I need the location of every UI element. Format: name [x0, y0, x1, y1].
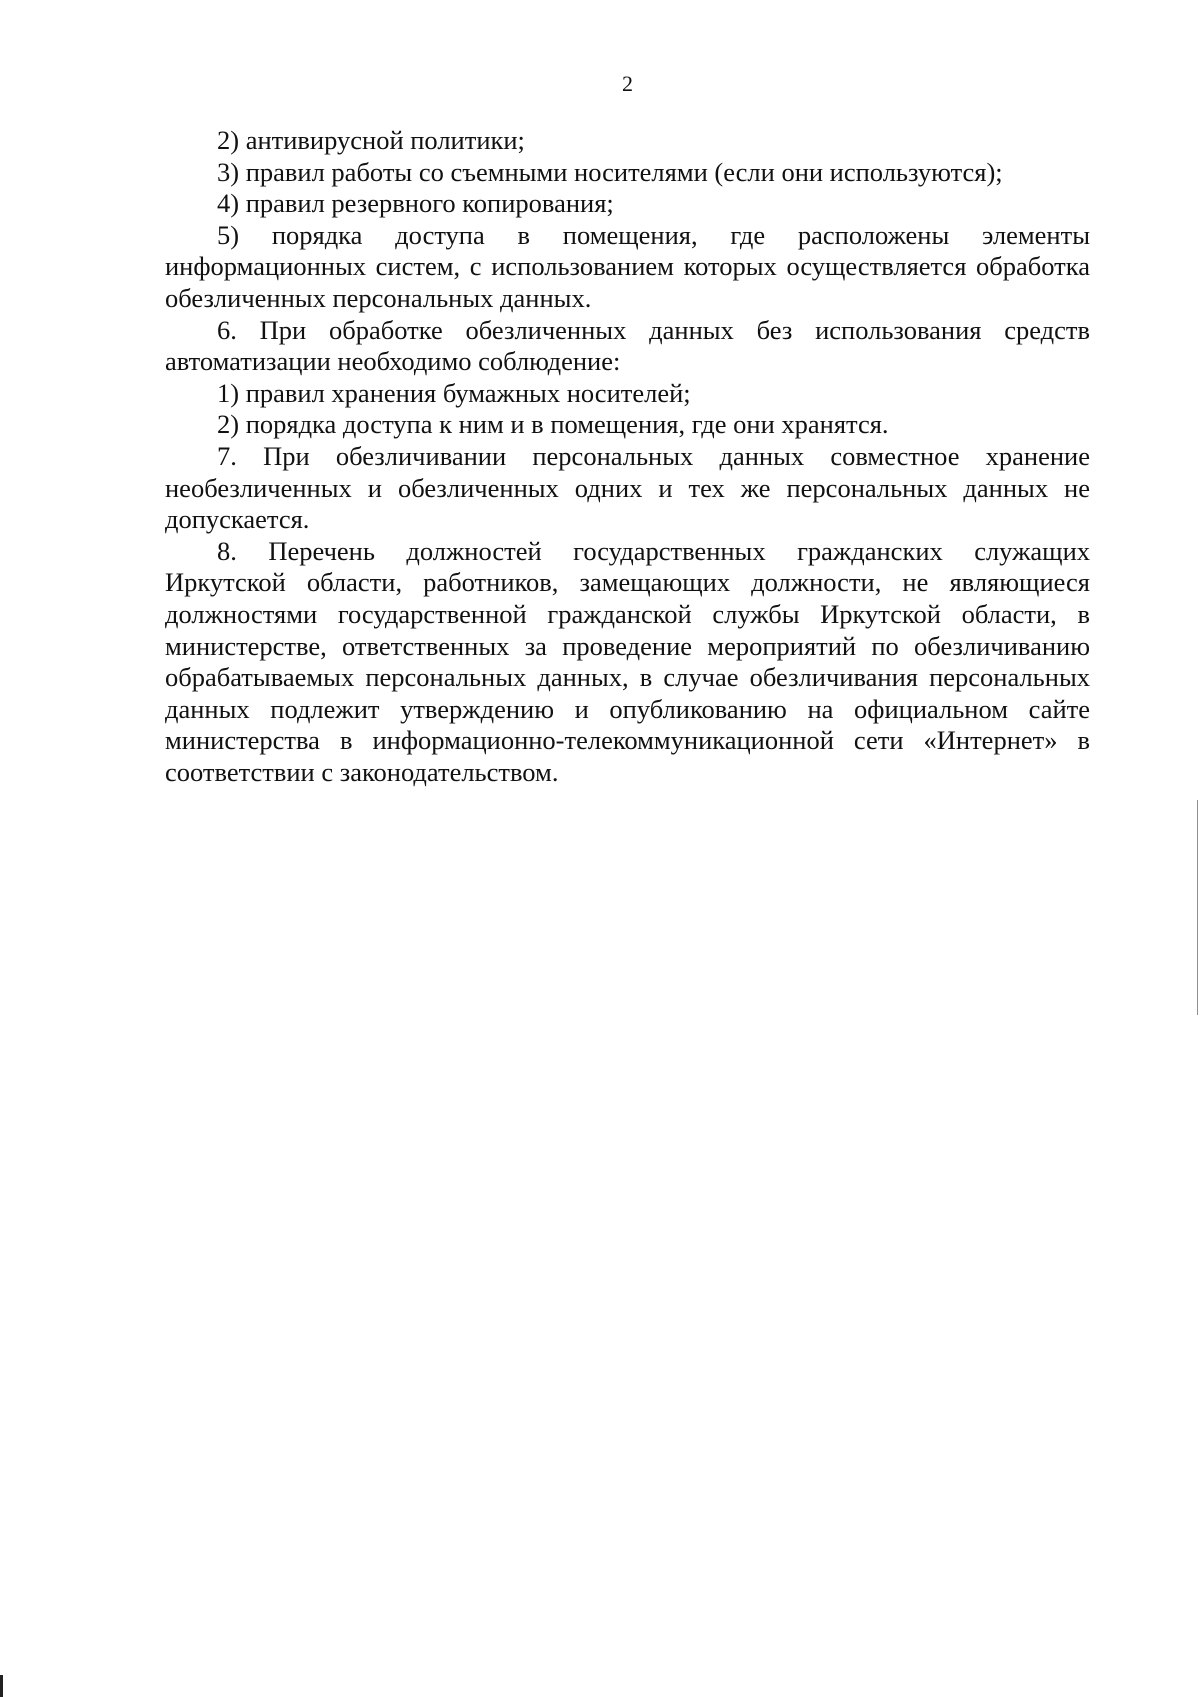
page-number: 2: [622, 71, 633, 96]
document-body: [165, 125, 1090, 788]
scan-edge-mark: [1197, 800, 1198, 1015]
list-item: 2) порядка доступа к ним и в помещения, где они хранятся.: [217, 409, 889, 440]
list-item: 3) правил работы со съемными носителями (если они используются);: [217, 156, 1003, 187]
scan-edge-mark: [0, 1675, 3, 1697]
list-item: 4) правил резервного копирования;: [217, 188, 614, 219]
list-item: 5) порядка доступа в помещения, где расположены элементы информационных систем, с использованием которых осуществляется обработка обезличенных персональных данных.: [165, 219, 1090, 313]
paragraph: 7. При обезличивании персональных данных совместное хранение необезличенных и обезличенных одних и тех же персональных данных не допускается.: [165, 440, 1090, 535]
paragraph: 8. Перечень должностей государственных гражданских служащих Иркутской области, работников, замещающих должности, не являющиеся должностями государственной гражданской службы Иркутской области, в министерстве, ответственных за проведение мероприятий по обезличиванию обрабатываемых персональных данных, в случае обезличивания персональных данных подлежит утверждению и опубликованию на официальном сайте министерства в информационно-телекоммуникационной сети «Интернет» в соответствии с законодательством.: [165, 535, 1090, 787]
list-item: 2) антивирусной политики;: [217, 125, 525, 155]
list-item: 1) правил хранения бумажных носителей;: [217, 377, 691, 408]
paragraph: 6. При обработке обезличенных данных без использования средств автоматизации необходимо соблюдение:: [165, 314, 1090, 377]
